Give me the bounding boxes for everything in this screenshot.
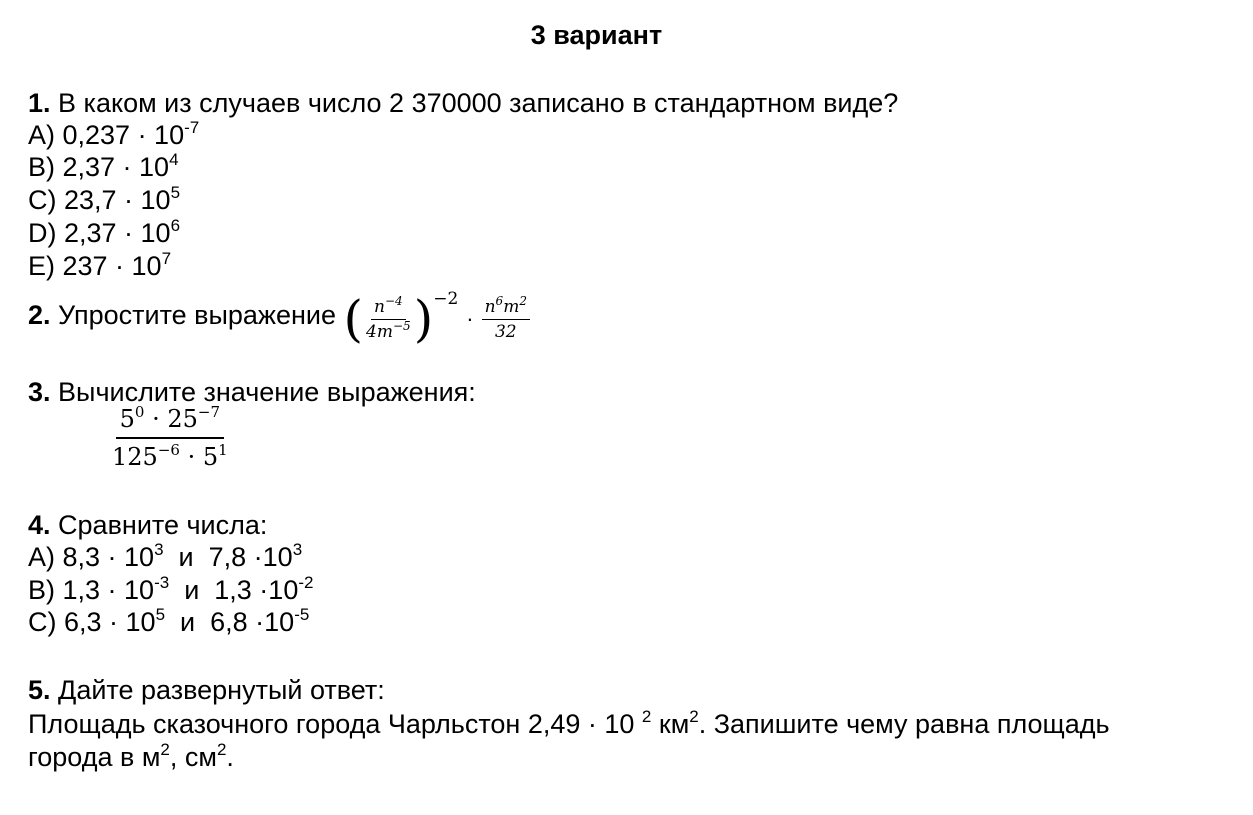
exponent: −5: [392, 318, 411, 333]
term: и 1,3 ·10: [169, 575, 299, 605]
exponent: 2: [519, 293, 527, 308]
question-4: [28, 509, 267, 541]
right-paren: ): [413, 290, 434, 349]
exponent: 2: [689, 707, 699, 726]
outer-exponent: −2: [433, 289, 459, 310]
exponent: 0: [134, 403, 145, 421]
term: и 7,8 ·10: [163, 542, 293, 572]
term: и 6,8 ·10: [165, 607, 295, 637]
question-text: Дайте развернутый ответ:: [50, 675, 385, 705]
exponent: 6: [170, 216, 181, 235]
option-b: [28, 151, 179, 183]
fraction-denominator: 32: [494, 321, 517, 342]
term: A) 8,3 · 10: [28, 542, 155, 572]
option-label: D) 2,37 · 10: [28, 218, 171, 248]
question-number: 2.: [28, 300, 51, 330]
option-e: [28, 250, 171, 282]
exponent: -3: [154, 573, 170, 592]
inner-fraction: [363, 293, 414, 342]
term: · 5: [179, 443, 219, 471]
question-5: [28, 674, 385, 706]
exponent: 1: [218, 441, 228, 459]
exponent: -5: [294, 605, 310, 624]
fraction-denominator: [363, 320, 414, 342]
fraction-numerator: [482, 293, 530, 320]
question-number: 3.: [28, 377, 51, 407]
option-label: B) 2,37 · 10: [28, 152, 170, 182]
option-label: A) 0,237 · 10: [28, 120, 185, 150]
question-text: Упростите выражение: [50, 300, 344, 330]
option-label: E) 237 · 10: [28, 251, 162, 281]
exponent: -7: [184, 118, 200, 137]
exponent: 3: [292, 540, 303, 559]
exponent: 6: [495, 293, 504, 308]
term: B) 1,3 · 10: [28, 575, 155, 605]
exponent: 2: [160, 740, 170, 759]
compare-row-c: [28, 606, 309, 638]
option-label: C) 23,7 · 10: [28, 185, 171, 215]
compare-row-a: [28, 541, 302, 573]
text-segment: км: [651, 709, 690, 739]
text-segment: Площадь сказочного города Чарльстон 2,49 · 10: [28, 709, 642, 739]
exponent: 2: [641, 707, 652, 726]
term: 4m: [366, 321, 393, 342]
answer-line-2: [28, 741, 234, 773]
question-number: 4.: [28, 510, 51, 540]
exponent: 3: [154, 540, 164, 559]
exponent: −4: [384, 293, 403, 308]
text-segment: , см: [169, 742, 217, 772]
variable: n: [374, 296, 385, 317]
left-paren: (: [343, 290, 364, 349]
fraction-numerator: [116, 405, 224, 439]
question-text: В каком из случаев число 2 370000 записано в стандартном виде?: [50, 88, 899, 118]
term: 125: [112, 443, 158, 471]
option-d: [28, 217, 180, 249]
question-number: 1.: [28, 88, 51, 118]
second-fraction: [482, 293, 530, 342]
question-2: [28, 284, 530, 349]
page-title: 3 вариант: [530, 20, 663, 50]
question-1: [28, 87, 898, 119]
question-number: 5.: [28, 675, 51, 705]
text-segment: . Запишите чему равна площадь: [698, 709, 1110, 739]
answer-line-1: [28, 708, 1110, 740]
exponent: 7: [161, 249, 172, 268]
exponent: 2: [216, 740, 227, 759]
option-a: [28, 119, 199, 151]
question-text: Сравните числа:: [50, 510, 268, 540]
fraction-denominator: [108, 439, 232, 471]
expression-fraction: [108, 405, 232, 471]
text-segment: города в м: [28, 742, 161, 772]
expression: [343, 289, 530, 349]
multiply-dot: ·: [466, 306, 474, 332]
option-c: [28, 184, 180, 216]
variable: n: [484, 296, 496, 317]
compare-row-b: [28, 574, 313, 606]
exponent: 5: [155, 605, 166, 624]
exponent: 5: [170, 183, 181, 202]
exponent: −7: [197, 403, 221, 421]
term: 5: [119, 405, 135, 433]
exponent: −6: [157, 441, 180, 459]
fraction-numerator: [371, 293, 406, 320]
exponent: -2: [298, 573, 314, 592]
text-segment: .: [226, 742, 234, 772]
question-text: Вычислите значение выражения:: [50, 377, 476, 407]
term: · 25: [144, 405, 198, 433]
term: C) 6,3 · 10: [28, 607, 156, 637]
variable: m: [503, 296, 520, 317]
question-3: [28, 376, 476, 408]
exponent: 4: [169, 150, 179, 169]
